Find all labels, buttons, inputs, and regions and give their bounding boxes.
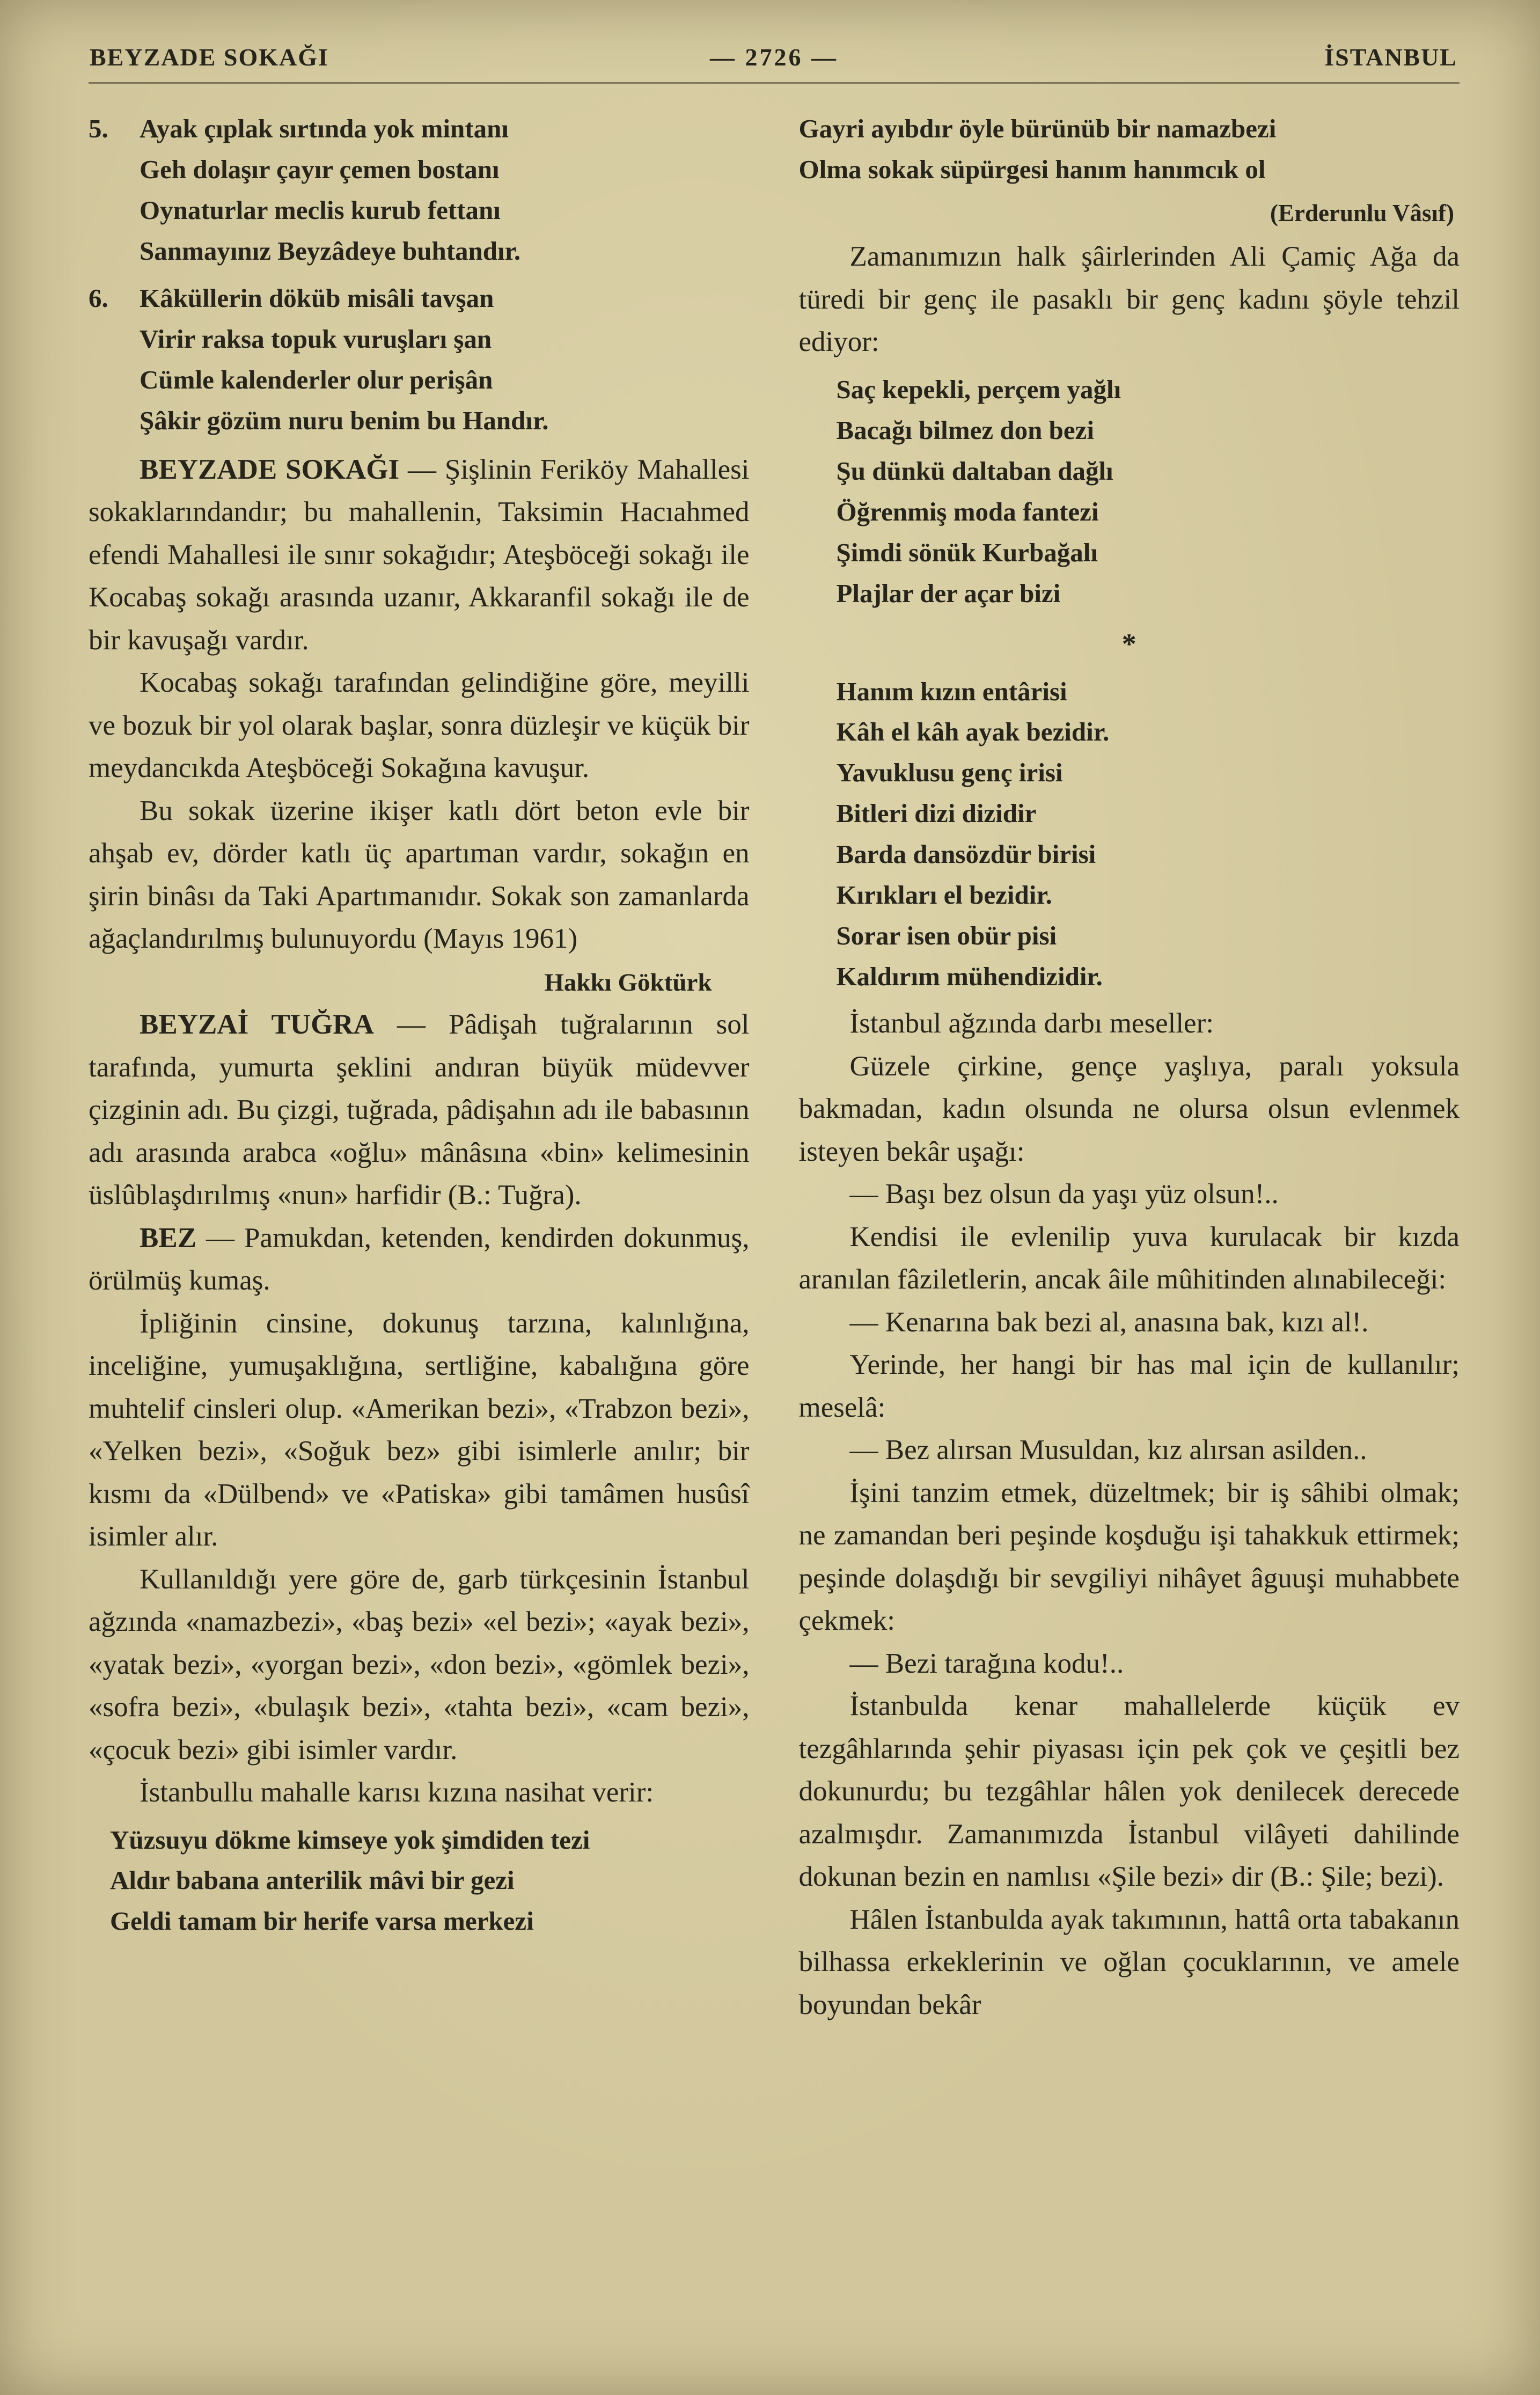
- verse-block-5: [89, 108, 750, 272]
- entry-paragraph-bez: [89, 1217, 750, 1302]
- author-signature: Hakkı Göktürk: [544, 968, 712, 997]
- verse-line: Geldi tamam bir herife varsa merkezi: [110, 1906, 534, 1936]
- verse-line: Kâh el kâh ayak bezidir.: [836, 717, 1110, 747]
- paragraph: Kocabaş sokağı tarafından gelindiğine göre, meyilli ve bozuk bir yol olarak başlar, sonra düzleşir ve küçük bir meydancıkda Ateşböceği Sokağına kavuşur.: [89, 667, 750, 783]
- paragraph: İpliğinin cinsine, dokunuş tarzına, kalınlığına, inceliğine, yumuşaklığına, sertliğine, kabalığına göre muhtelif cinsleri olup. «Amerikan bezi», «Trabzon bezi», «Yelken bezi», «Soğuk bez» gibi isimlerle anılır; bir kısmı da «Dülbend» ve «Patiska» gibi tamâmen husûsî isimler alır.: [89, 1307, 750, 1552]
- advice-verse: [110, 1820, 750, 1942]
- paragraph: Hâlen İstanbulda ayak takımının, hattâ orta tabakanın bilhassa erkeklerinin ve oğlan çocuklarının, ve amele boyundan bekâr: [798, 1903, 1460, 2020]
- verse-line: Olma sokak süpürgesi hanım hanımcık ol: [798, 154, 1266, 184]
- entry-paragraph-beyzade-sokagi: [89, 449, 750, 662]
- paragraph: Zamanımızın halk şâirlerinden Ali Çamiç Ağa da türedi bir genç ile pasaklı bir genç kadını şöyle tehzil ediyor:: [798, 241, 1460, 358]
- verse-line: Kaldırım mühendizidir.: [836, 962, 1103, 992]
- entry-headword: BEYZADE SOKAĞI: [140, 453, 400, 485]
- verse-line: Yüzsuyu dökme kimseye yok şimdiden tezi: [110, 1825, 590, 1855]
- proverb-line: — Bezi tarağına kodu!..: [849, 1647, 1124, 1679]
- poet-attribution: (Erderunlu Vâsıf): [1270, 199, 1454, 226]
- satirical-verse-1: [837, 369, 1460, 614]
- entry-body: — Pamukdan, ketenden, kendirden dokunmuş, örülmüş kumaş.: [89, 1222, 750, 1296]
- header-left-title: BEYZADE SOKAĞI: [90, 43, 329, 71]
- page-header: [89, 43, 1460, 84]
- paragraph: Yerinde, her hangi bir has mal için de kullanılır; meselâ:: [798, 1349, 1460, 1423]
- entry-headword: BEZ: [140, 1222, 197, 1254]
- page-number: — 2726 —: [710, 43, 838, 71]
- verse-lines: [140, 278, 548, 441]
- verse-line: Sanmayınız Beyzâdeye buhtandır.: [140, 236, 521, 266]
- verse-block-6: [89, 278, 750, 441]
- verse-line: Bacağı bilmez don bezi: [836, 415, 1094, 445]
- verse-line: Cümle kalenderler olur perişân: [140, 364, 493, 394]
- verse-line: Aldır babana anterilik mâvi bir gezi: [110, 1865, 515, 1895]
- satirical-verse-2: [837, 671, 1460, 998]
- paragraph: İstanbullu mahalle karısı kızına nasihat verir:: [140, 1777, 654, 1808]
- paragraph: İşini tanzim etmek, düzeltmek; bir iş sâhibi olmak; ne zamandan beri peşinde koşduğu işi tahakkuk ettirmek; peşinde dolaşdığı bir sevgiliyi nihâyet âguuşi muhabbete çekmek:: [798, 1477, 1460, 1636]
- verse-line: Şu dünkü daltaban dağlı: [836, 456, 1113, 486]
- verse-line: Ayak çıplak sırtında yok mintanı: [140, 114, 509, 143]
- proverb-line: — Başı bez olsun da yaşı yüz olsun!..: [849, 1178, 1279, 1210]
- paragraph: İstanbul ağzında darbı meseller:: [849, 1008, 1214, 1039]
- paragraph: Kendisi ile evlenilip yuva kurulacak bir kızda aranılan fâziletlerin, ancak âile mûhitinden alınabileceği:: [798, 1221, 1460, 1295]
- verse-line: Plajlar der açar bizi: [836, 578, 1061, 608]
- left-column: [89, 108, 750, 2026]
- verse-number: 6.: [89, 283, 108, 313]
- verse-line: Şâkir gözüm nuru benim bu Handır.: [140, 405, 549, 435]
- verse-line: Gayri ayıbdır öyle bürünüb bir namazbezi: [798, 114, 1277, 143]
- verse-line: Kırıkları el bezidir.: [836, 880, 1052, 910]
- verse-line: Virir raksa topuk vuruşları şan: [140, 324, 492, 354]
- paragraph: Kullanıldığı yere göre de, garb türkçesinin İstanbul ağzında «namazbezi», «baş bezi» «el bezi»; «ayak bezi», «yatak bezi», «yorgan bezi», «don bezi», «gömlek bezi», «sofra bezi», «bulaşık bezi», «tahta bezi», «cam bezi», «çocuk bezi» gibi isimler vardır.: [89, 1563, 750, 1766]
- asterisk-separator: *: [1121, 627, 1136, 660]
- verse-line: Hanım kızın entârisi: [836, 676, 1067, 706]
- entry-headword: BEYZAİ TUĞRA: [140, 1009, 374, 1040]
- verse-number: 5.: [89, 114, 108, 143]
- verse-line: Bitleri dizi dizidir: [836, 799, 1037, 829]
- verse-line: Geh dolaşır çayır çemen bostanı: [140, 154, 500, 184]
- advice-verse-continued: [799, 108, 1460, 190]
- paragraph: İstanbulda kenar mahallelerde küçük ev tezgâhlarında şehir piyasası için pek çok ve çeşitli bez dokunurdu; bu tezgâhlar hâlen yok denilecek derecede azalmışdır. Zamanımızda İstanbul vilâyeti dahilinde dokunan bezin en namlısı «Şile bezi» dir (B.: Şile; bezi).: [798, 1690, 1460, 1892]
- entry-paragraph-beyzai-tugra: [89, 1004, 750, 1217]
- verse-lines: [140, 108, 520, 272]
- header-right-title: İSTANBUL: [1324, 43, 1457, 71]
- entry-body: — Pâdişah tuğralarının sol tarafında, yumurta şeklini andıran büyük müdevver çizginin adı. Bu çizgi, tuğrada, pâdişahın adı ile babasının adı arasında arabca «oğlu» mânâsına «bin» kelimesinin üslûblaşdırılmış «nun» harfidir (B.: Tuğra).: [89, 1009, 750, 1211]
- verse-line: Barda dansözdür birisi: [836, 839, 1096, 869]
- two-column-layout: [89, 108, 1460, 2026]
- verse-line: Oynaturlar meclis kurub fettanı: [140, 195, 501, 225]
- verse-line: Sorar isen obür pisi: [836, 921, 1057, 951]
- paragraph: Güzele çirkine, gençe yaşlıya, paralı yoksula bakmadan, kadın olsunda ne olursa olsun evlenmek isteyen bekâr uşağı:: [798, 1050, 1460, 1167]
- verse-line: Kâküllerin döküb misâli tavşan: [140, 283, 494, 313]
- verse-line: Saç kepekli, perçem yağlı: [836, 374, 1121, 404]
- proverb-line: — Kenarına bak bezi al, anasına bak, kızı al!.: [849, 1306, 1369, 1338]
- verse-line: Yavuklusu genç irisi: [836, 758, 1063, 788]
- verse-line: Öğrenmiş moda fantezi: [836, 496, 1099, 526]
- paragraph: Bu sokak üzerine ikişer katlı dört beton evle bir ahşab ev, dörder katlı üç apartıman vardır, sokağın en şirin binâsı da Taki Apartımanıdır. Sokak son zamanlarda ağaçlandırılmış bulunuyordu (Mayıs 1961): [89, 795, 750, 954]
- proverb-line: — Bez alırsan Musuldan, kız alırsan asilden..: [849, 1434, 1367, 1466]
- entry-body: — Şişlinin Feriköy Mahallesi sokaklarındandır; bu mahallenin, Taksimin Hacıahmed efendi Mahallesi ile sınır sokağıdır; Ateşböceği sokağı ile Kocabaş sokağı arasında uzanır, Akkaranfil sokağı ile de bir kavuşağı vardır.: [89, 453, 750, 656]
- right-column: [799, 108, 1460, 2026]
- verse-line: Şimdi sönük Kurbağalı: [836, 537, 1098, 567]
